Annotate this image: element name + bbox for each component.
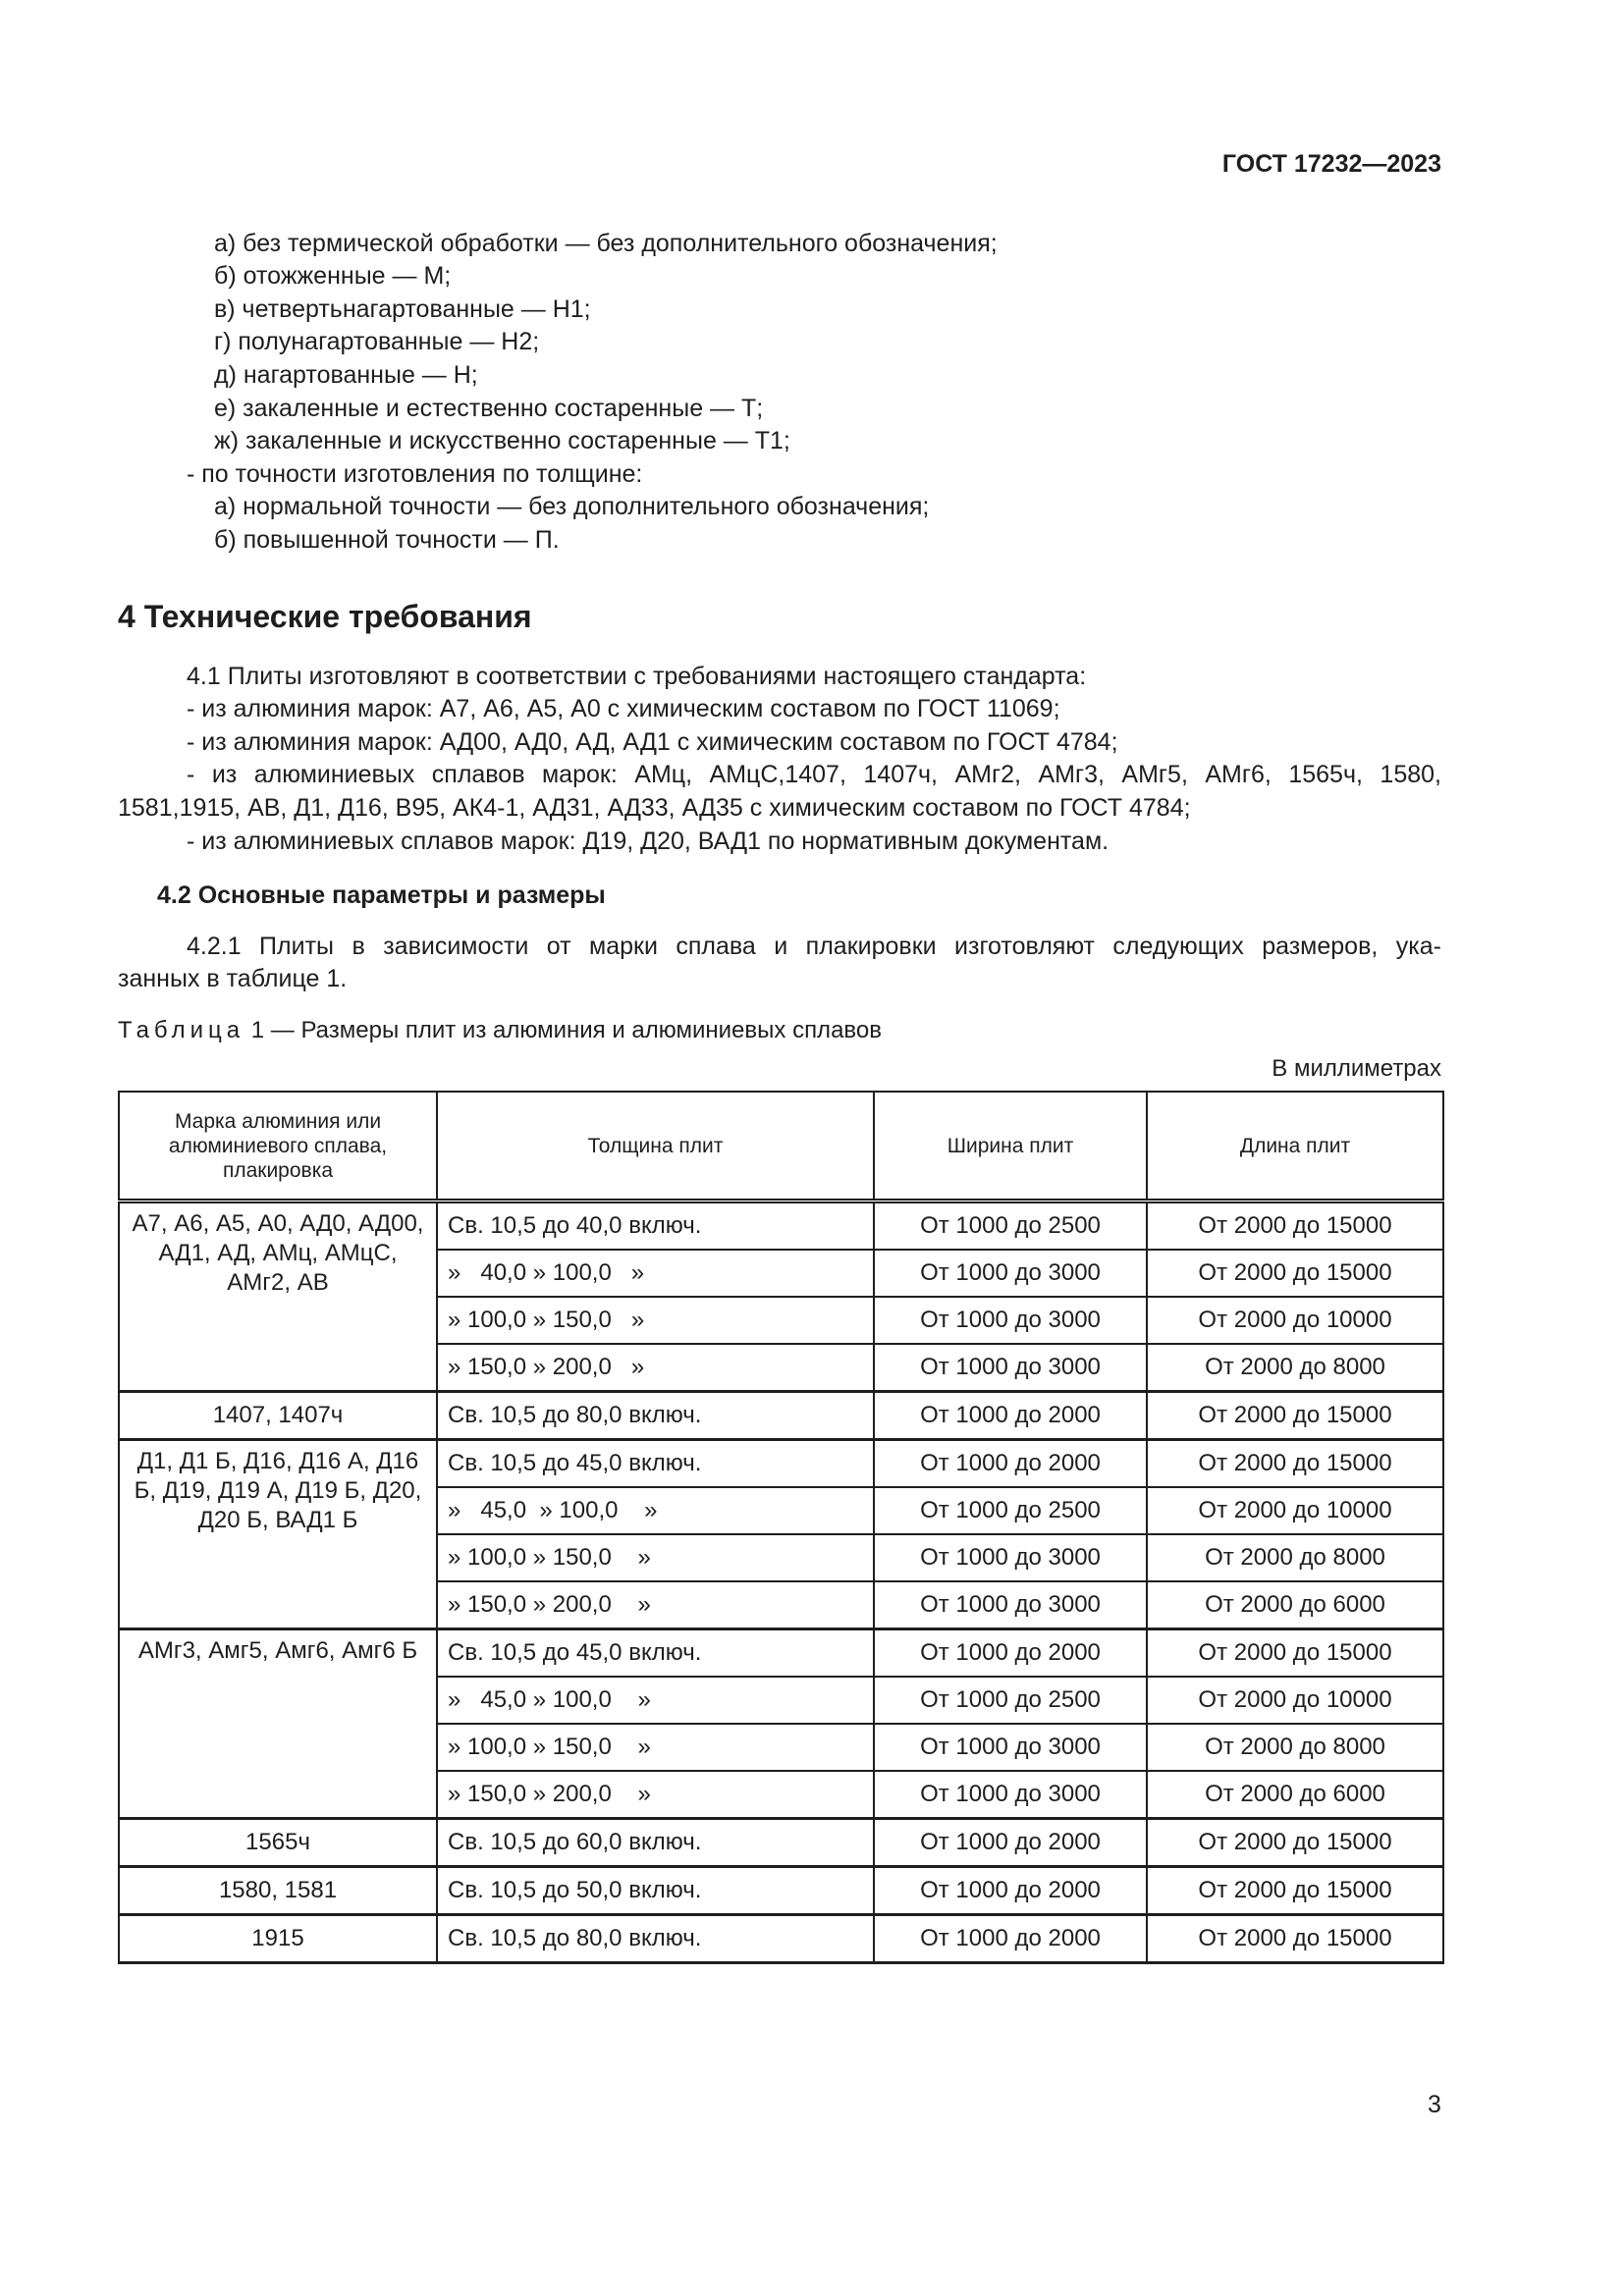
grade-cell: 1565ч bbox=[119, 1819, 437, 1867]
thickness-cell: Св. 10,5 до 45,0 включ. bbox=[437, 1629, 874, 1678]
list-item-continued: 1581,1915, АВ, Д1, Д16, В95, АК4-1, АД31, АД33, АД35 с химическим составом по ГОСТ 4784; bbox=[118, 794, 1191, 822]
table-caption-label: Таблица bbox=[118, 1017, 245, 1043]
length-cell: От 2000 до 8000 bbox=[1147, 1344, 1443, 1392]
list-item: - из алюминия марок: А7, А6, А5, А0 с химическим составом по ГОСТ 11069; bbox=[187, 695, 1060, 722]
width-cell: От 1000 до 2000 bbox=[874, 1819, 1147, 1867]
table-caption-text: 1 — Размеры плит из алюминия и алюминиевых сплавов bbox=[244, 1017, 882, 1043]
width-cell: От 1000 до 2000 bbox=[874, 1392, 1147, 1440]
thickness-cell: Св. 10,5 до 45,0 включ. bbox=[437, 1440, 874, 1488]
document-id: ГОСТ 17232—2023 bbox=[1221, 150, 1441, 178]
section-heading: 4 Технические требования bbox=[118, 599, 532, 634]
width-cell: От 1000 до 3000 bbox=[874, 1250, 1147, 1297]
length-cell: От 2000 до 15000 bbox=[1147, 1201, 1443, 1251]
dimensions-table bbox=[118, 1091, 1444, 1964]
thickness-cell: » 45,0 » 100,0 » bbox=[437, 1677, 874, 1724]
thickness-cell: Св. 10,5 до 50,0 включ. bbox=[437, 1867, 874, 1915]
list-item: а) нормальной точности — без дополнительного обозначения; bbox=[214, 493, 930, 520]
column-header-thickness: Толщина плит bbox=[437, 1092, 874, 1201]
width-cell: От 1000 до 3000 bbox=[874, 1581, 1147, 1629]
grade-cell: Д1, Д1 Б, Д16, Д16 А, Д16 Б, Д19, Д19 А, Д19 Б, Д20, Д20 Б, ВАД1 Б bbox=[119, 1440, 437, 1629]
length-cell: От 2000 до 15000 bbox=[1147, 1440, 1443, 1488]
list-item: - из алюминия марок: АД00, АД0, АД, АД1 с химическим составом по ГОСТ 4784; bbox=[187, 728, 1118, 756]
grade-cell: 1580, 1581 bbox=[119, 1867, 437, 1915]
column-header-length: Длина плит bbox=[1147, 1092, 1443, 1201]
list-item: г) полунагартованные — Н2; bbox=[214, 328, 540, 355]
thickness-cell: » 150,0 » 200,0 » bbox=[437, 1581, 874, 1629]
table-caption bbox=[118, 1017, 882, 1044]
thickness-cell: » 40,0 » 100,0 » bbox=[437, 1250, 874, 1297]
width-cell: От 1000 до 2000 bbox=[874, 1915, 1147, 1963]
column-header-width: Ширина плит bbox=[874, 1092, 1147, 1201]
table-header-row bbox=[119, 1092, 1443, 1201]
grade-cell: 1915 bbox=[119, 1915, 437, 1963]
width-cell: От 1000 до 3000 bbox=[874, 1344, 1147, 1392]
thickness-cell: Св. 10,5 до 80,0 включ. bbox=[437, 1915, 874, 1963]
list-item: а) без термической обработки — без дополнительного обозначения; bbox=[214, 230, 998, 257]
width-cell: От 1000 до 3000 bbox=[874, 1297, 1147, 1344]
thickness-cell: » 100,0 » 150,0 » bbox=[437, 1297, 874, 1344]
page-number: 3 bbox=[1428, 2091, 1441, 2118]
table-row bbox=[119, 1915, 1443, 1963]
list-item: б) отожженные — М; bbox=[214, 262, 452, 290]
length-cell: От 2000 до 10000 bbox=[1147, 1487, 1443, 1534]
width-cell: От 1000 до 3000 bbox=[874, 1771, 1147, 1819]
grade-cell: А7, А6, А5, А0, АД0, АД00, АД1, АД, АМц, АМцС, АМг2, АВ bbox=[119, 1201, 437, 1392]
length-cell: От 2000 до 10000 bbox=[1147, 1297, 1443, 1344]
table-row bbox=[119, 1819, 1443, 1867]
list-item: д) нагартованные — Н; bbox=[214, 361, 478, 389]
thickness-cell: » 150,0 » 200,0 » bbox=[437, 1344, 874, 1392]
thickness-cell: Св. 10,5 до 60,0 включ. bbox=[437, 1819, 874, 1867]
grade-cell: АМг3, Амг5, Амг6, Амг6 Б bbox=[119, 1629, 437, 1819]
width-cell: От 1000 до 2500 bbox=[874, 1201, 1147, 1251]
table-row bbox=[119, 1392, 1443, 1440]
grade-cell: 1407, 1407ч bbox=[119, 1392, 437, 1440]
paragraph-continued: занных в таблице 1. bbox=[118, 965, 348, 992]
table-row bbox=[119, 1629, 1443, 1678]
list-item: - из алюминиевых сплавов марок: АМц, АМцС,1407, 1407ч, АМг2, АМг3, АМг5, АМг6, 1565ч, 1580, bbox=[187, 761, 1441, 788]
width-cell: От 1000 до 3000 bbox=[874, 1724, 1147, 1771]
thickness-cell: Св. 10,5 до 40,0 включ. bbox=[437, 1201, 874, 1251]
list-item: - из алюминиевых сплавов марок: Д19, Д20, ВАД1 по нормативным документам. bbox=[187, 828, 1110, 855]
length-cell: От 2000 до 8000 bbox=[1147, 1534, 1443, 1581]
length-cell: От 2000 до 15000 bbox=[1147, 1867, 1443, 1915]
paragraph: 4.2.1 Плиты в зависимости от марки сплава и плакировки изготовляют следующих размеров, ука- bbox=[187, 933, 1441, 960]
thickness-cell: » 150,0 » 200,0 » bbox=[437, 1771, 874, 1819]
length-cell: От 2000 до 8000 bbox=[1147, 1724, 1443, 1771]
length-cell: От 2000 до 15000 bbox=[1147, 1392, 1443, 1440]
list-item: ж) закаленные и искусственно состаренные — Т1; bbox=[214, 427, 790, 454]
thickness-cell: Св. 10,5 до 80,0 включ. bbox=[437, 1392, 874, 1440]
list-item: в) четвертьнагартованные — Н1; bbox=[214, 295, 591, 323]
length-cell: От 2000 до 10000 bbox=[1147, 1677, 1443, 1724]
paragraph: 4.1 Плиты изготовляют в соответствии с требованиями настоящего стандарта: bbox=[187, 663, 1087, 690]
width-cell: От 1000 до 3000 bbox=[874, 1534, 1147, 1581]
width-cell: От 1000 до 2000 bbox=[874, 1440, 1147, 1488]
table-units: В миллиметрах bbox=[1272, 1055, 1441, 1082]
thickness-cell: » 100,0 » 150,0 » bbox=[437, 1724, 874, 1771]
length-cell: От 2000 до 15000 bbox=[1147, 1629, 1443, 1678]
width-cell: От 1000 до 2500 bbox=[874, 1487, 1147, 1534]
length-cell: От 2000 до 15000 bbox=[1147, 1915, 1443, 1963]
column-header-grade: Марка алюминия или алюминиевого сплава, плакировка bbox=[119, 1092, 437, 1201]
thickness-cell: » 100,0 » 150,0 » bbox=[437, 1534, 874, 1581]
length-cell: От 2000 до 6000 bbox=[1147, 1771, 1443, 1819]
subsection-heading: 4.2 Основные параметры и размеры bbox=[157, 881, 606, 909]
length-cell: От 2000 до 6000 bbox=[1147, 1581, 1443, 1629]
list-item: - по точности изготовления по толщине: bbox=[187, 460, 643, 488]
width-cell: От 1000 до 2000 bbox=[874, 1867, 1147, 1915]
table-row bbox=[119, 1867, 1443, 1915]
table-row bbox=[119, 1440, 1443, 1488]
width-cell: От 1000 до 2000 bbox=[874, 1629, 1147, 1678]
width-cell: От 1000 до 2500 bbox=[874, 1677, 1147, 1724]
table-body bbox=[119, 1201, 1443, 1963]
table-row bbox=[119, 1201, 1443, 1251]
list-item: е) закаленные и естественно состаренные — Т; bbox=[214, 395, 764, 422]
length-cell: От 2000 до 15000 bbox=[1147, 1250, 1443, 1297]
length-cell: От 2000 до 15000 bbox=[1147, 1819, 1443, 1867]
thickness-cell: » 45,0 » 100,0 » bbox=[437, 1487, 874, 1534]
list-item: б) повышенной точности — П. bbox=[214, 526, 560, 554]
